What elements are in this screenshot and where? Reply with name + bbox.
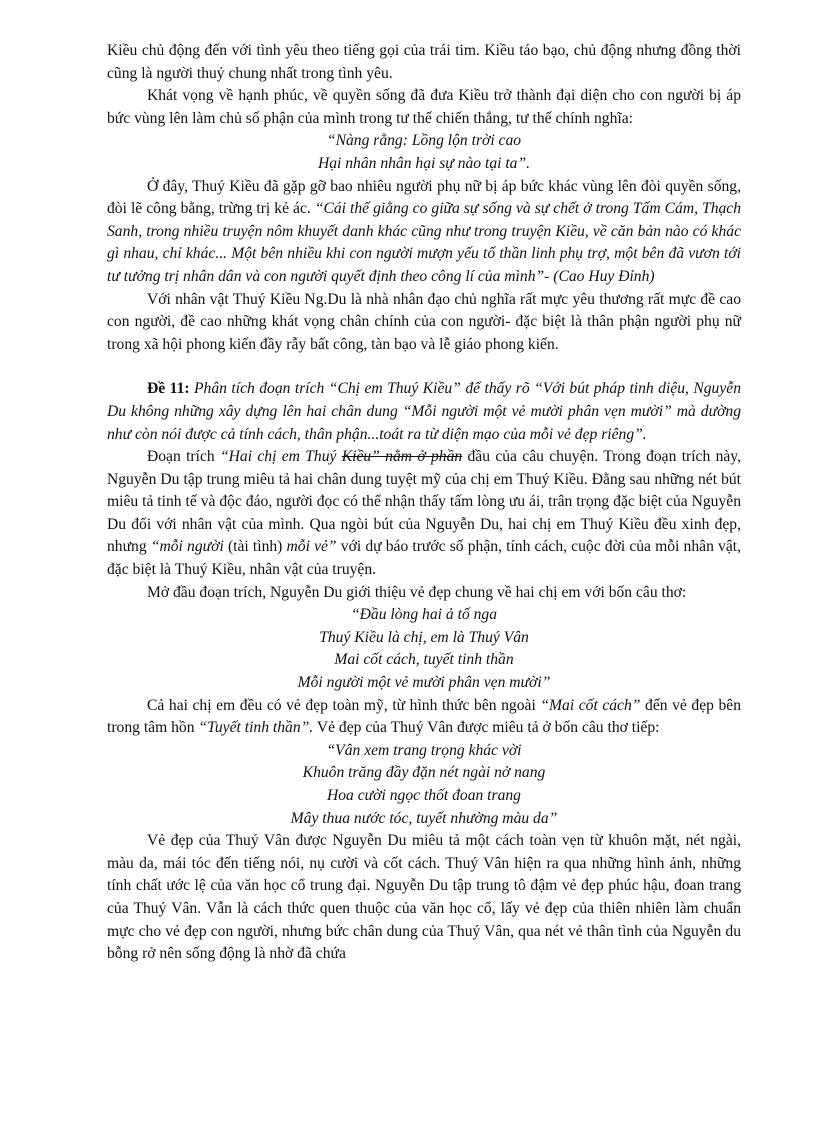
paragraph-3 [107, 176, 741, 289]
poem-line: “Nàng rằng: Lồng lộn trời cao [326, 132, 522, 150]
paragraph-5 [107, 446, 741, 582]
text-run: “mỗi người [150, 538, 224, 556]
document-page [107, 40, 741, 966]
paragraph-2: Khát vọng về hạnh phúc, về quyền sống đã đưa Kiều trở thành đại diện cho con người bị áp bức vùng lên làm chủ số phận của mình trong tư thế chiến thắng, tư thế chính nghĩa: [107, 87, 741, 127]
text-run: “Mai cốt cách” [540, 696, 641, 714]
struck-text: Kiều” nằm ở phần [341, 448, 463, 466]
poem-line: Hoa cười ngọc thốt đoan trang [327, 787, 521, 804]
poem-line: Mây thua nước tóc, tuyết nhường màu da” [290, 809, 558, 827]
poem-1 [107, 130, 741, 175]
poem-line: “Đầu lòng hai ả tố nga [351, 606, 497, 624]
paragraph-6: Mở đầu đoạn trích, Nguyễn Du giới thiệu vẻ đẹp chung về hai chị em với bốn câu thơ: [147, 583, 687, 601]
poem-line: Mỗi người một vẻ mười phân vẹn mười” [297, 674, 551, 692]
text-run: Đoạn trích [147, 448, 220, 466]
paragraph-3-quote: “Cái thế giằng co giữa sự sống và sự chết ở trong Tấm Cám, Thạch Sanh, trong nhiều truyện nôm khuyết danh khác cũng như trong truyện Kiều, về căn bản nào có khác gì nhau, chỉ khác... Một bên nhiều khi con người mượn yếu tố thần linh phụ trợ, một bên đã vươn tới tư tưởng trị nhân dân và con người quyết định theo công lí của mình”- (Cao Huy Đỉnh) [107, 200, 742, 285]
paragraph-7 [107, 695, 741, 740]
text-run: “Tuyết tinh thần”. [198, 719, 314, 737]
poem-line: Hại nhân nhân hại sự nào tại ta”. [317, 154, 531, 172]
paragraph-3-text: Ở đây, Thuý Kiều đã gặp gỡ bao nhiêu người phụ nữ bị áp bức khác vùng lên đòi quyền sống, đòi lẽ công bằng, trừng trị kẻ ác. [107, 177, 741, 218]
poem-line: Khuôn trăng đầy đặn nét ngài nở nang [302, 764, 546, 782]
poem-line: Thuý Kiều là chị, em là Thuý Vân [319, 628, 529, 646]
poem-3 [107, 740, 741, 830]
paragraph-1: Kiều chủ động đến với tình yêu theo tiếng gọi của trái tim. Kiều táo bạo, chủ động nhưng đồng thời cũng là người thuỷ chung nhất trong tình yêu. [107, 42, 741, 82]
text-run: mỗi vẻ” [286, 538, 337, 556]
poem-2 [107, 604, 741, 694]
paragraph-4: Với nhân vật Thuý Kiều Ng.Du là nhà nhân đạo chủ nghĩa rất mực yêu thương rất mực đề cao con người, đề cao những khát vọng chân chính của con người- đặc biệt là thân phận người phụ nữ trong xã hội phong kiến đầy rẫy bất công, tàn bạo và lễ giáo phong kiến. [107, 290, 741, 353]
text-run: đến vẻ đẹp bên trong tâm hồn [107, 696, 742, 737]
exercise-label: Đề 11: [147, 380, 190, 398]
text-run: Vẻ đẹp của Thuý Vân được miêu tả ở bốn câu thơ tiếp: [313, 719, 660, 737]
paragraph-8: Vẻ đẹp của Thuý Vân được Nguyễn Du miêu tả một cách toàn vẹn từ khuôn mặt, nét ngài, màu da, mái tóc đến tiếng nói, nụ cười và cốt cách. Thuý Vân hiện ra qua những hình ảnh, những tính chất ước lệ của văn học cổ trung đại. Nguyễn Du tập trung tô đậm vẻ đẹp phúc hậu, đoan trang của Thuý Vân. Vẫn là cách thức quen thuộc của văn học cổ, lấy vẻ đẹp của thiên nhiên làm chuẩn mực cho vẻ đẹp con người, nhưng bức chân dung của Thuý Vân, qua nét vẻ thân tình của Nguyễn du bỗng rở nên sống động là nhờ đã chứa [107, 832, 741, 963]
exercise-11 [107, 378, 741, 446]
poem-line: Mai cốt cách, tuyết tinh thần [334, 651, 514, 669]
text-run: đầu của câu chuyện. Trong đoạn trích này, Nguyễn Du tập trung miêu tả hai chân dung tuyệt mỹ của chị em Thuý Kiều. Đằng sau những nét bút miêu tả tinh tế và độc đáo, người đọc có thể nhận thấy tấm lòng ưu ái, trân trọng đặc biệt của Nguyễn Du đối với nhân vật của mình. Qua ngòi bút của Nguyễn Du, hai chị em Thuý Kiều đều xinh đẹp, nhưng [107, 448, 741, 556]
text-run: “Hai chị em Thuý [219, 448, 342, 466]
exercise-prompt: Phân tích đoạn trích “Chị em Thuý Kiều” để thấy rõ “Với bút pháp tinh diệu, Nguyễn Du không những xây dựng lên hai chân dung “Mỗi người một vẻ mười phân vẹn mười” mà dường như còn nói được cả tính cách, thân phận...toát ra từ diện mạo của mỗi vẻ đẹp riêng”. [107, 380, 741, 443]
poem-line: “Vân xem trang trọng khác vời [326, 741, 522, 759]
text-run: Cả hai chị em đều có vẻ đẹp toàn mỹ, từ hình thức bên ngoài [147, 696, 541, 714]
text-run: (tài tình) [223, 538, 287, 556]
spacer [107, 356, 741, 378]
text-run: với dự báo trước số phận, tính cách, cuộc đời của mỗi nhân vật, đặc biệt là Thuý Kiều, nhân vật của truyện. [107, 538, 741, 579]
